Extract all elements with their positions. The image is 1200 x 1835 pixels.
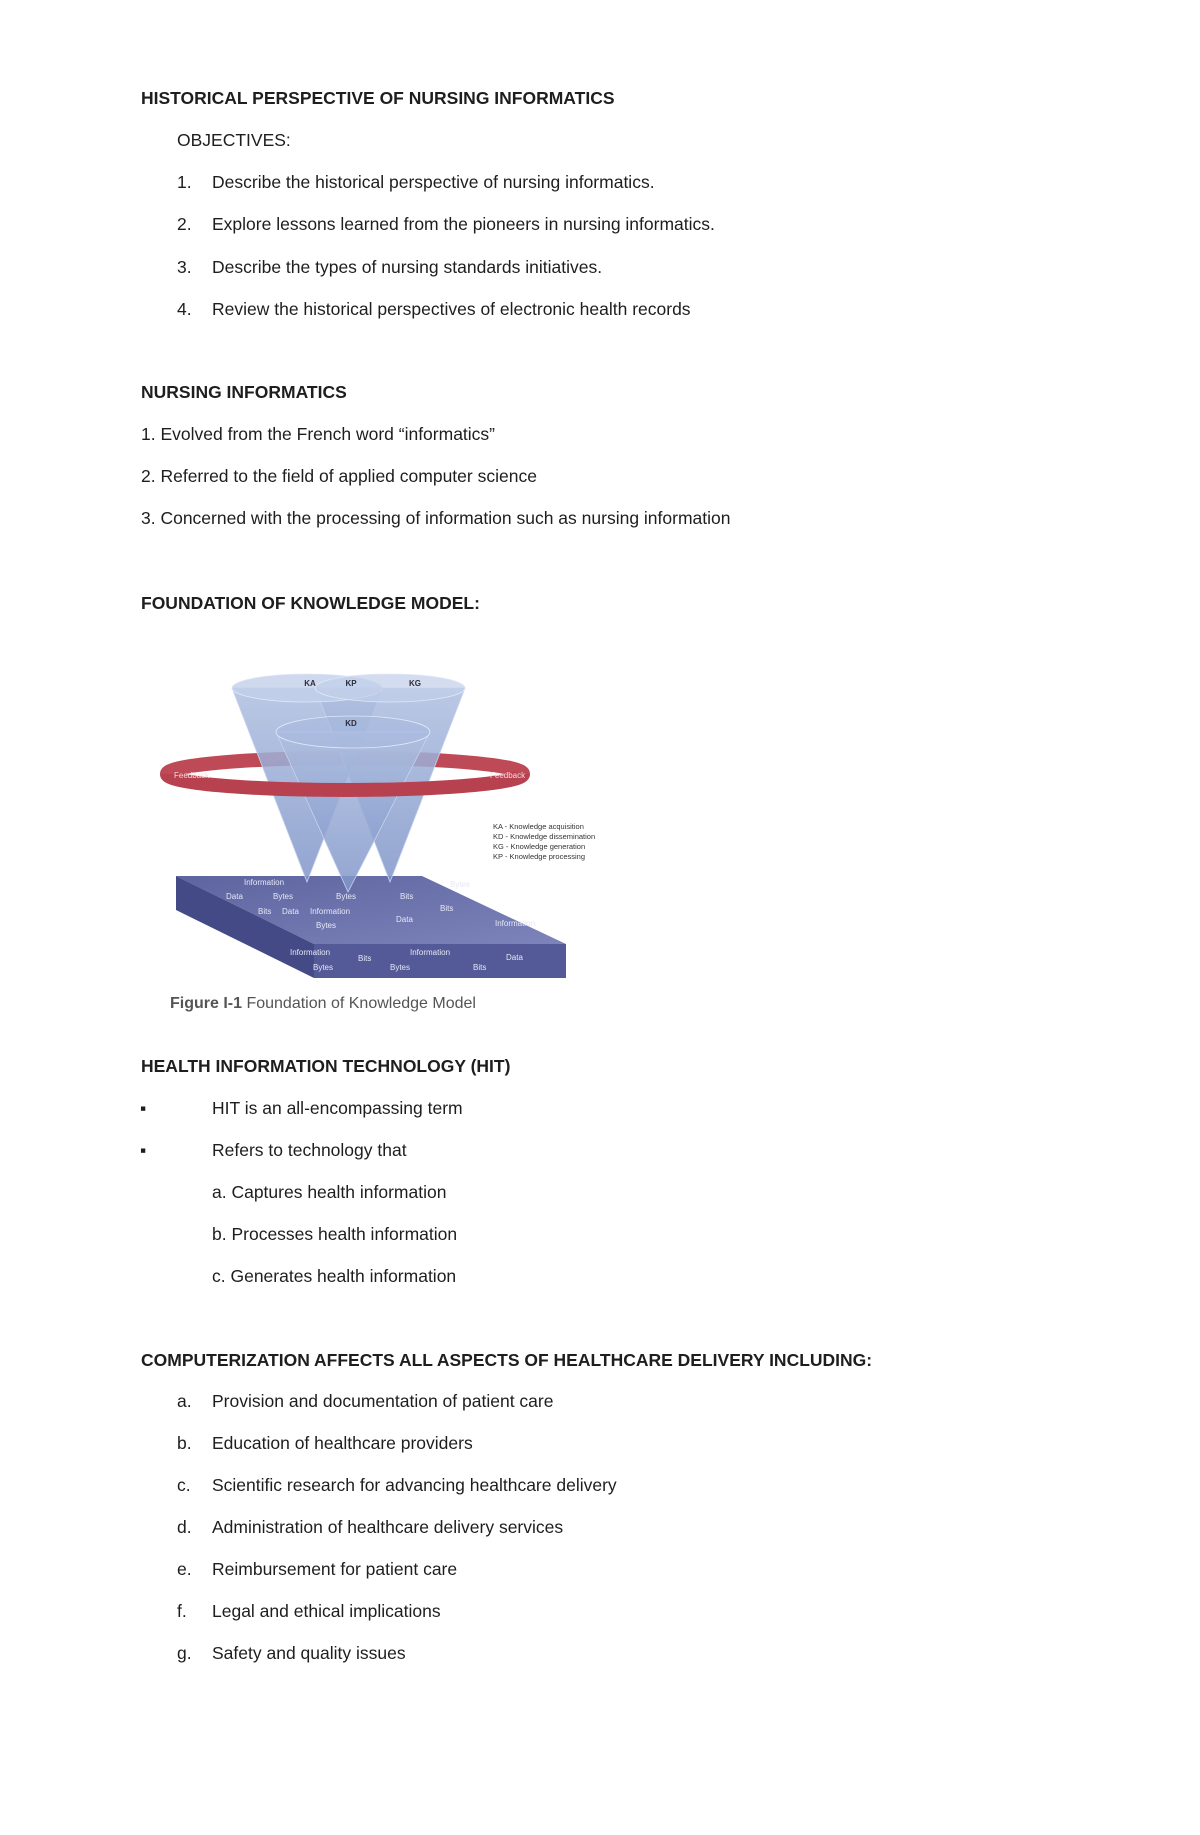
ni-point: 3. Concerned with the processing of information such as nursing information [141,508,731,528]
hit-bullet-marker: ▪ [140,1098,147,1118]
base-word: Data [396,915,413,924]
hit-bullet-text: Refers to technology that [212,1140,407,1160]
legend-item: KA - Knowledge acquisition [493,822,584,831]
base-word: Data [226,892,243,901]
objectives-label: OBJECTIVES: [177,130,291,150]
cone-label-kp: KP [345,679,357,688]
objective-number: 1. [177,172,192,192]
comp-item-letter: b. [177,1433,192,1453]
base-word: Bytes [450,880,471,889]
comp-item-letter: d. [177,1517,192,1537]
ni-point: 2. Referred to the field of applied computer science [141,466,537,486]
comp-item-text: Legal and ethical implications [212,1601,441,1621]
feedback-label-left: Feedback [174,771,210,780]
base-word: Bits [400,892,414,901]
comp-item-text: Administration of healthcare delivery services [212,1517,564,1537]
comp-item-text: Safety and quality issues [212,1643,406,1663]
heading-health-information-technology: HEALTH INFORMATION TECHNOLOGY (HIT) [141,1056,511,1076]
base-word: Bits [358,954,372,963]
objective-text: Describe the historical perspective of nursing informatics. [212,172,655,192]
comp-item-text: Scientific research for advancing healthcare delivery [212,1475,617,1495]
comp-item-text: Reimbursement for patient care [212,1559,458,1579]
base-word: Bytes [336,892,357,901]
legend-item: KG - Knowledge generation [493,842,586,851]
base-word: Bytes [316,921,337,930]
base-word: Information [290,948,331,957]
base-word: Information [410,948,451,957]
base-word: Bytes [390,963,411,972]
ni-point: 1. Evolved from the French word “informatics” [141,424,496,444]
hit-sub-item: c. Generates health information [212,1266,457,1286]
base-word: Bits [258,907,272,916]
objective-text: Describe the types of nursing standards initiatives. [212,257,603,277]
figure-caption-prefix: Figure I-1 [170,995,243,1012]
comp-item-letter: g. [177,1643,192,1663]
objective-number: 3. [177,257,192,277]
hit-bullet-marker: ▪ [140,1140,147,1160]
hit-sub-item: b. Processes health information [212,1224,458,1244]
feedback-label-right: Feedback [490,771,526,780]
comp-item-letter: e. [177,1559,192,1579]
cone-top-kg [315,674,465,702]
cone-label-ka: KA [304,679,316,688]
base-word: Bits [473,963,487,972]
base-word: Information [495,919,536,928]
base-word: Bytes [313,963,334,972]
comp-item-letter: a. [177,1391,192,1411]
base-word: Information [310,907,351,916]
objective-number: 4. [177,299,192,319]
legend-item: KD - Knowledge dissemination [493,832,596,841]
base-word: Data [282,907,299,916]
objective-text: Explore lessons learned from the pioneers in nursing informatics. [212,214,715,234]
comp-item-letter: f. [177,1601,187,1621]
objective-text: Review the historical perspectives of electronic health records [212,299,691,319]
comp-item-letter: c. [177,1475,191,1495]
comp-item-text: Provision and documentation of patient care [212,1391,554,1411]
heading-computerization: COMPUTERIZATION AFFECTS ALL ASPECTS OF HEALTHCARE DELIVERY INCLUDING: [141,1350,873,1370]
base-word: Bits [440,904,454,913]
heading-foundation-of-knowledge-model: FOUNDATION OF KNOWLEDGE MODEL: [141,593,480,613]
figure-caption [170,995,476,1012]
hit-bullet-text: HIT is an all-encompassing term [212,1098,463,1118]
foundation-of-knowledge-model-figure [160,670,630,1025]
heading-historical-perspective: HISTORICAL PERSPECTIVE OF NURSING INFORMATICS [141,88,615,108]
heading-nursing-informatics: NURSING INFORMATICS [141,382,347,402]
objective-number: 2. [177,214,192,234]
base-word: Data [506,953,523,962]
base-word: Bytes [273,892,294,901]
legend-item: KP - Knowledge processing [493,852,585,861]
figure-legend [493,822,595,861]
hit-sub-item: a. Captures health information [212,1182,447,1202]
cone-label-kd: KD [345,719,357,728]
cone-label-kg: KG [409,679,421,688]
comp-item-text: Education of healthcare providers [212,1433,473,1453]
figure-caption-text: Foundation of Knowledge Model [242,995,476,1012]
base-word: Information [244,878,285,887]
